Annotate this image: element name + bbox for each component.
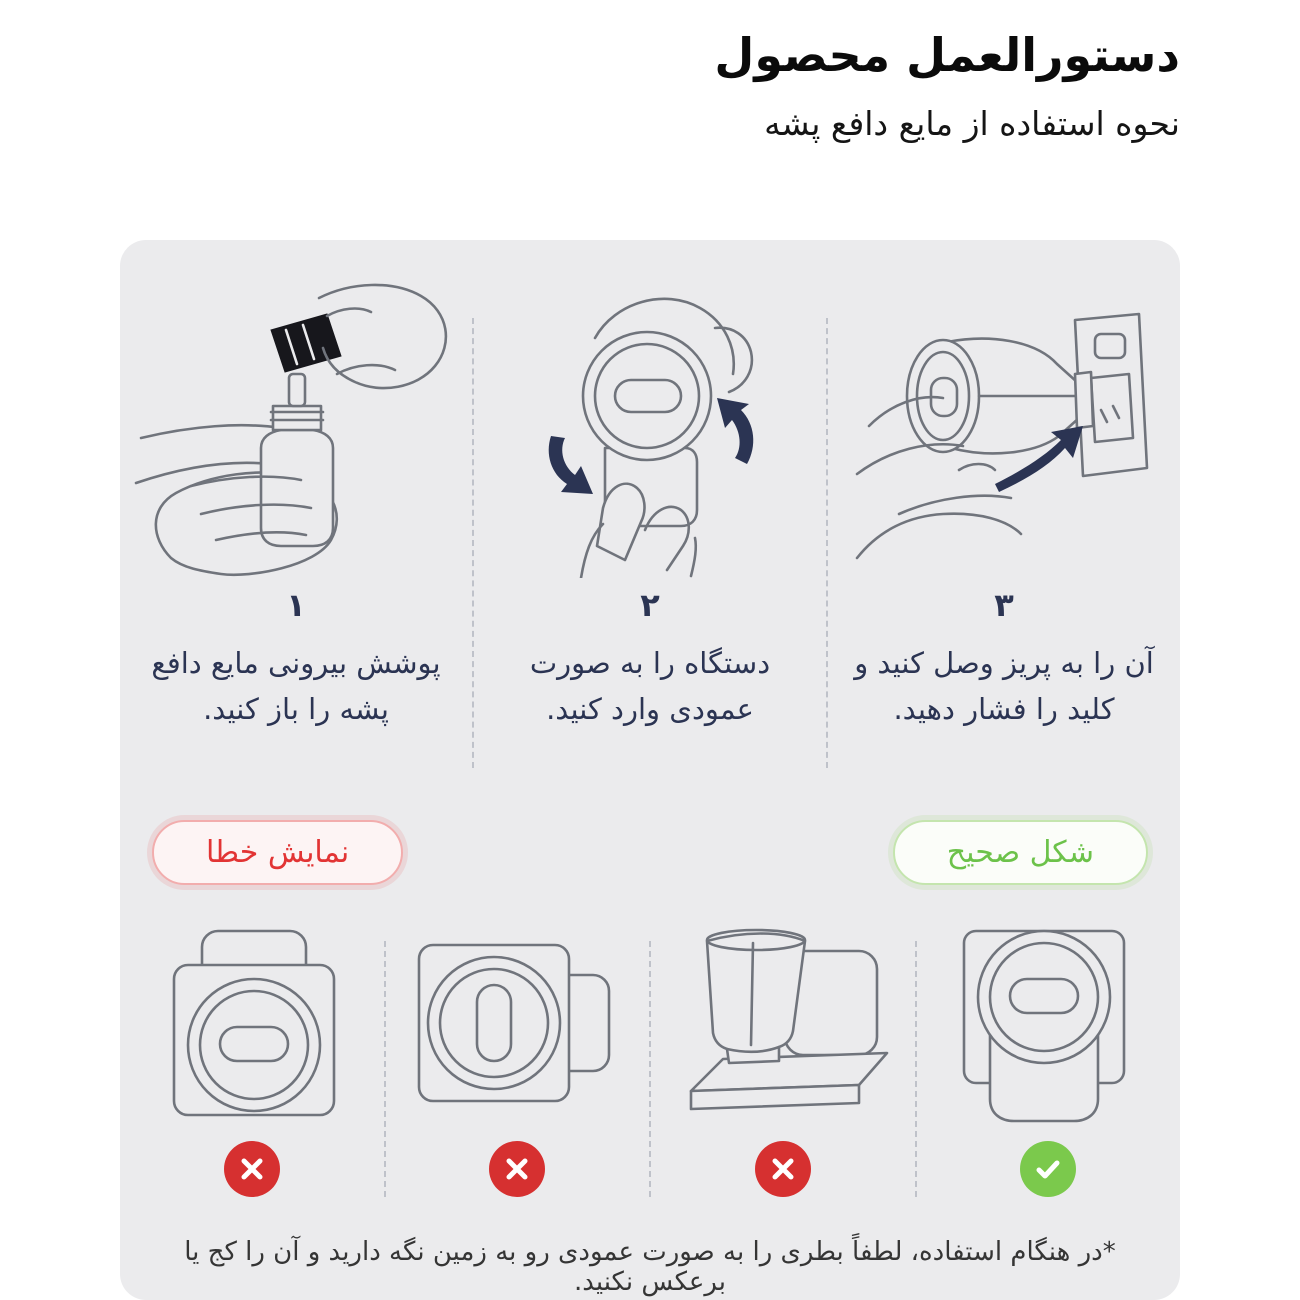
step2-number: ۲ — [640, 586, 660, 624]
device-upside-down-on-ground-illustration — [663, 913, 903, 1135]
step-3 — [828, 278, 1180, 768]
correct-badge: شکل صحیح — [893, 820, 1148, 885]
step3-caption: آن را به پریز وصل کنید و کلید را فشار دهید. — [854, 646, 1154, 727]
instruction-card — [120, 240, 1180, 1300]
result-correct — [917, 913, 1181, 1197]
result-wrong-3 — [651, 913, 915, 1197]
error-badge: نمایش خطا — [152, 820, 403, 885]
result-wrong-1 — [120, 913, 384, 1197]
header — [714, 28, 1180, 143]
step1-number: ۱ — [286, 586, 306, 624]
device-upright-illustration — [928, 913, 1168, 1135]
error-x-icon — [489, 1141, 545, 1197]
check-icon — [1020, 1141, 1076, 1197]
usage-footnote: *در هنگام استفاده، لطفاً بطری را به صورت عمودی رو به زمین نگه دارید و آن را کج یا برعکس نکنید. — [184, 1237, 1116, 1297]
device-inverted-illustration — [132, 913, 372, 1135]
step3-plug-into-socket-illustration — [839, 278, 1169, 578]
step-1 — [120, 278, 472, 768]
step1-caption: پوشش بیرونی مایع دافع پشه را باز کنید. — [151, 646, 441, 727]
page-subtitle: نحوه استفاده از مایع دافع پشه — [764, 104, 1180, 143]
device-sideways-illustration — [397, 913, 637, 1135]
badges-row — [120, 820, 1180, 885]
step3-number: ۳ — [994, 586, 1014, 624]
step2-insert-vertical-illustration — [485, 278, 815, 578]
page-title: دستورالعمل محصول — [714, 28, 1180, 82]
step1-open-cap-illustration — [131, 278, 461, 578]
results-row — [120, 913, 1180, 1197]
result-wrong-2 — [386, 913, 650, 1197]
step2-caption: دستگاه را به صورت عمودی وارد کنید. — [529, 646, 771, 727]
error-x-icon — [224, 1141, 280, 1197]
steps-row — [120, 240, 1180, 768]
step-2 — [474, 278, 826, 768]
error-x-icon — [755, 1141, 811, 1197]
